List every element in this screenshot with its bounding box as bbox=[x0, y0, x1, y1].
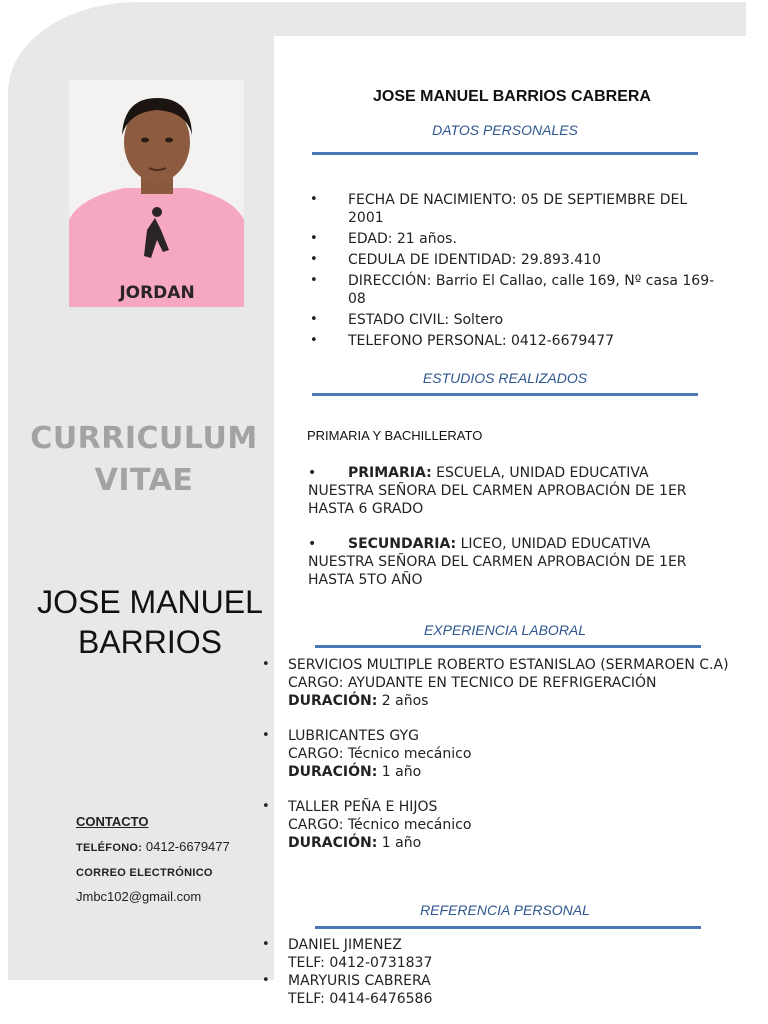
primary-label: PRIMARIA: bbox=[348, 465, 432, 481]
personal-data-item: • ESTADO CIVIL: Soltero bbox=[308, 311, 718, 329]
experience-role: CARGO: AYUDANTE EN TECNICO DE REFRIGERACIÓN bbox=[288, 675, 657, 691]
experience-company: • SERVICIOS MULTIPLE ROBERTO ESTANISLAO (SERMAROEN C.A) bbox=[288, 657, 729, 673]
profile-photo bbox=[69, 80, 244, 307]
experience-company: • TALLER PEÑA E HIJOS bbox=[288, 799, 438, 815]
reference-name: • DANIEL JIMENEZ bbox=[288, 937, 402, 953]
experience-duration bbox=[288, 834, 732, 852]
phone-label: TELÉFONO: bbox=[76, 842, 143, 854]
top-curve bbox=[274, 36, 754, 96]
experience-item bbox=[262, 656, 732, 710]
section-rule bbox=[315, 926, 701, 929]
duration-value: 2 años bbox=[381, 693, 429, 709]
experience-company: • LUBRICANTES GYG bbox=[288, 728, 419, 744]
sidebar-name-line2: BARRIOS bbox=[77, 624, 223, 660]
experience-list bbox=[262, 656, 732, 869]
section-rule bbox=[312, 152, 698, 155]
personal-data-item: • TELEFONO PERSONAL: 0412-6679477 bbox=[308, 332, 718, 350]
reference-phone: TELF: 0414-6476586 bbox=[288, 991, 433, 1007]
contact-heading: CONTACTO bbox=[76, 814, 149, 829]
top-band bbox=[150, 2, 746, 36]
study-item-primary bbox=[308, 464, 718, 518]
shirt-print: JORDAN bbox=[119, 283, 195, 303]
reference-item bbox=[262, 972, 732, 1008]
personal-data-item: • CEDULA DE IDENTIDAD: 29.893.410 bbox=[308, 251, 718, 269]
cv-title-line2: VITAE bbox=[94, 463, 194, 498]
reference-item bbox=[262, 936, 732, 972]
primary-text: ESCUELA, UNIDAD EDUCATIVA NUESTRA SEÑORA DEL CARMEN APROBACIÓN DE 1ER HASTA 6 GRADO bbox=[308, 465, 687, 517]
email-label: CORREO ELECTRÓNICO bbox=[76, 867, 213, 879]
references-list bbox=[262, 936, 732, 1008]
contact-email: Jmbc102@gmail.com bbox=[76, 889, 202, 904]
secondary-text: LICEO, UNIDAD EDUCATIVA NUESTRA SEÑORA DEL CARMEN APROBACIÓN DE 1ER HASTA 5TO AÑO bbox=[308, 536, 687, 588]
experience-role: CARGO: Técnico mecánico bbox=[288, 817, 472, 833]
personal-data-item: • EDAD: 21 años. bbox=[308, 230, 718, 248]
experience-role: CARGO: Técnico mecánico bbox=[288, 746, 472, 762]
contact-email-label bbox=[76, 864, 230, 879]
experience-item bbox=[262, 727, 732, 781]
section-rule bbox=[312, 393, 698, 396]
bullet: • bbox=[308, 536, 317, 552]
study-item-secondary bbox=[308, 535, 718, 589]
duration-label: DURACIÓN: bbox=[288, 693, 378, 709]
contact-phone bbox=[76, 839, 230, 854]
bullet: • bbox=[308, 465, 317, 481]
sidebar-name-line1: JOSE MANUEL bbox=[37, 584, 263, 620]
personal-data-list bbox=[308, 191, 718, 353]
duration-label: DURACIÓN: bbox=[288, 764, 378, 780]
reference-phone: TELF: 0412-0731837 bbox=[288, 955, 433, 971]
secondary-label: SECUNDARIA: bbox=[348, 536, 457, 552]
sidebar-name bbox=[14, 582, 286, 662]
studies-subtitle: PRIMARIA Y BACHILLERATO bbox=[307, 428, 483, 443]
duration-label: DURACIÓN: bbox=[288, 835, 378, 851]
section-title-references: REFERENCIA PERSONAL bbox=[420, 902, 590, 918]
section-title-studies: ESTUDIOS REALIZADOS bbox=[422, 370, 588, 386]
portrait-illustration bbox=[69, 80, 244, 307]
section-rule bbox=[315, 645, 701, 648]
cv-title bbox=[10, 418, 278, 502]
section-title-experience: EXPERIENCIA LABORAL bbox=[423, 622, 587, 638]
contact-block bbox=[76, 814, 230, 904]
cv-title-line1: CURRICULUM bbox=[30, 421, 258, 456]
page-title: JOSE MANUEL BARRIOS CABRERA bbox=[373, 88, 651, 105]
personal-data-item: • FECHA DE NACIMIENTO: 05 DE SEPTIEMBRE DEL 2001 bbox=[308, 191, 718, 227]
experience-item bbox=[262, 798, 732, 852]
experience-duration bbox=[288, 763, 732, 781]
phone-value: 0412-6679477 bbox=[145, 839, 230, 854]
duration-value: 1 año bbox=[381, 764, 422, 780]
reference-name: • MARYURIS CABRERA bbox=[288, 973, 431, 989]
duration-value: 1 año bbox=[381, 835, 422, 851]
section-title-personal: DATOS PERSONALES bbox=[432, 122, 578, 138]
experience-duration bbox=[288, 692, 732, 710]
personal-data-item: • DIRECCIÓN: Barrio El Callao, calle 169, Nº casa 169-08 bbox=[308, 272, 718, 308]
